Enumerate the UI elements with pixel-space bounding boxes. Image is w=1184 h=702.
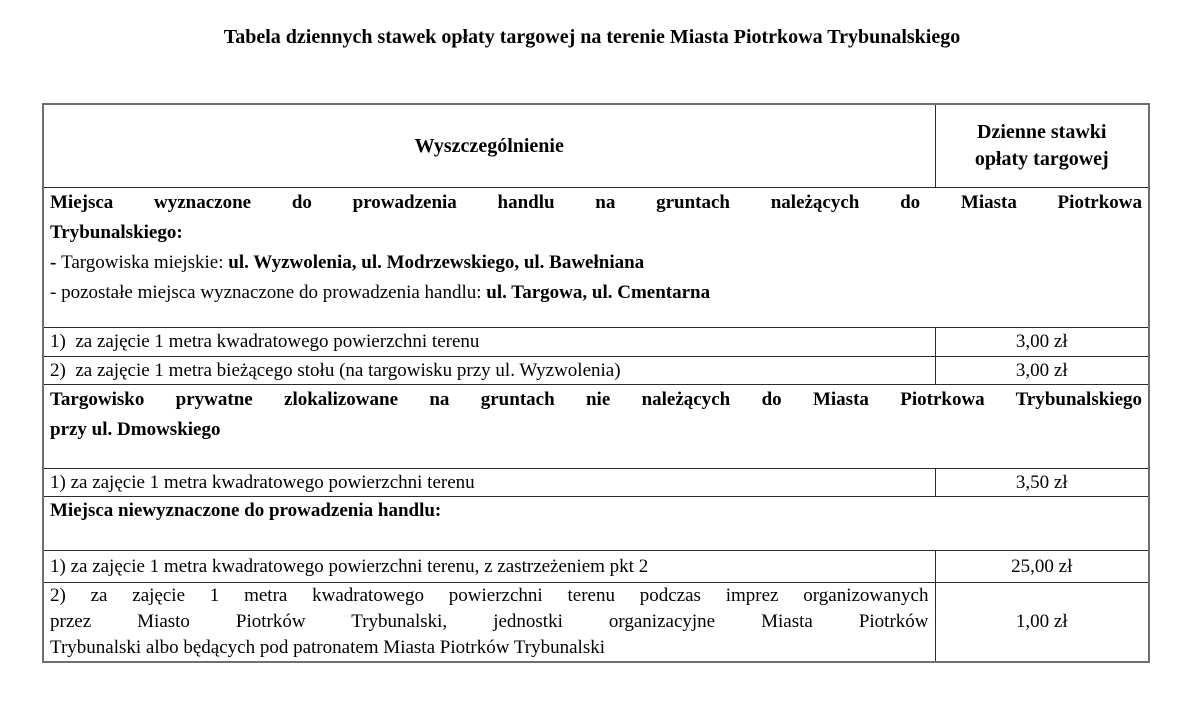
- row-value: 3,00 zł: [935, 357, 1149, 385]
- section-1-item-2: [50, 278, 1142, 308]
- row-value: 3,50 zł: [935, 469, 1149, 497]
- section-2-heading: [43, 385, 1149, 469]
- section-2-row: [43, 385, 1149, 469]
- table-row: [43, 583, 1149, 663]
- row-label: 1) za zajęcie 1 metra kwadratowego powierzchni terenu, z zastrzeżeniem pkt 2: [43, 551, 935, 583]
- row-value: 25,00 zł: [935, 551, 1149, 583]
- section-1-item-2-streets: ul. Targowa, ul. Cmentarna: [486, 282, 711, 303]
- section-1-heading-line-1: Miejsca wyznaczone do prowadzenia handlu na gruntach należących do Miasta Piotrkowa: [50, 192, 1142, 213]
- table-row: [43, 469, 1149, 497]
- row-label-line-2: przez Miasto Piotrków Trybunalski, jednostki organizacyjne Miasta Piotrków: [50, 611, 929, 632]
- dash: -: [50, 252, 62, 273]
- header-line-2: opłaty targowej: [974, 148, 1109, 170]
- section-2-heading-line-2: przy ul. Dmowskiego: [50, 419, 221, 440]
- row-value: 3,00 zł: [935, 328, 1149, 357]
- market-fee-table: [42, 103, 1150, 663]
- row-label: [43, 583, 935, 663]
- table-row: [43, 551, 1149, 583]
- header-line-1: Dzienne stawki: [977, 121, 1107, 143]
- row-label: 2) za zajęcie 1 metra bieżącego stołu (na targowisku przy ul. Wyzwolenia): [43, 357, 935, 385]
- column-header-daily-rates: [935, 104, 1149, 188]
- section-1-item-1: [50, 248, 1142, 278]
- table-row: [43, 357, 1149, 385]
- section-1-heading: [43, 188, 1149, 328]
- row-label: 1) za zajęcie 1 metra kwadratowego powierzchni terenu: [43, 469, 935, 497]
- row-label-line-3: Trybunalski albo będących pod patronatem Miasta Piotrków Trybunalski: [50, 637, 605, 658]
- section-3-heading-line-1: Miejsca niewyznaczone do prowadzenia handlu:: [50, 500, 442, 521]
- table-row: [43, 328, 1149, 357]
- table-header-row: [43, 104, 1149, 188]
- column-header-specification: Wyszczególnienie: [43, 104, 935, 188]
- row-label: 1) za zajęcie 1 metra kwadratowego powierzchni terenu: [43, 328, 935, 357]
- page-title: Tabela dziennych stawek opłaty targowej na terenie Miasta Piotrkowa Trybunalskiego: [223, 26, 961, 48]
- section-1-row: [43, 188, 1149, 328]
- section-1-item-1-streets: ul. Wyzwolenia, ul. Modrzewskiego, ul. Bawełniana: [228, 252, 645, 273]
- row-label-line-1: 2) za zajęcie 1 metra kwadratowego powierzchni terenu podczas imprez organizowanych: [50, 585, 929, 606]
- section-1-item-1-prefix: Targowiska miejskie:: [61, 252, 229, 273]
- section-2-heading-line-1: Targowisko prywatne zlokalizowane na gruntach nie należących do Miasta Piotrkowa Trybunalskiego: [50, 389, 1142, 410]
- section-1-heading-line-2: Trybunalskiego:: [50, 222, 183, 243]
- row-value: 1,00 zł: [935, 583, 1149, 663]
- section-3-heading: [43, 497, 1149, 551]
- section-3-row: [43, 497, 1149, 551]
- section-1-item-2-prefix: - pozostałe miejsca wyznaczone do prowadzenia handlu:: [50, 282, 487, 303]
